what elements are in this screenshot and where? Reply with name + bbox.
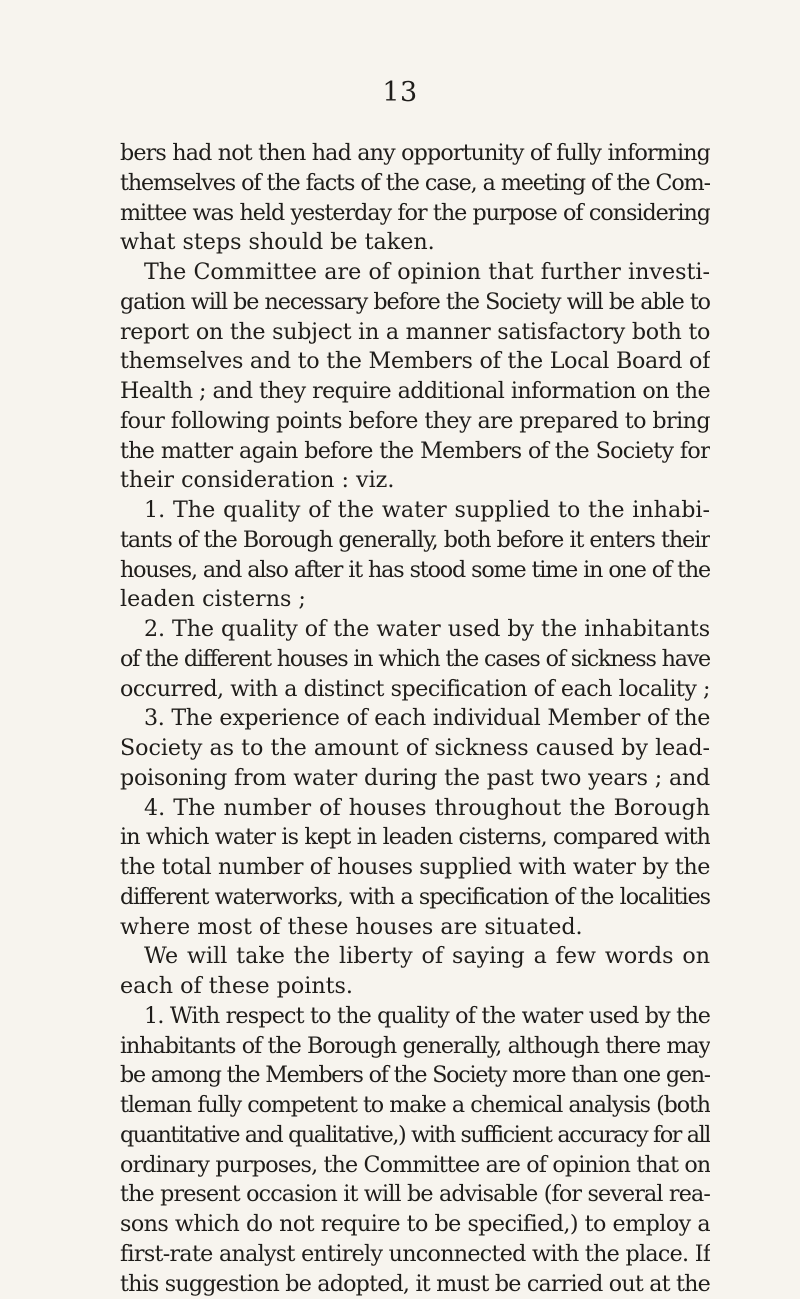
text-line: tleman fully competent to make a chemical analysis (both [120,1091,710,1121]
text-line: We will take the liberty of saying a few words on [120,942,710,972]
text-line: inhabitants of the Borough generally, although there may [120,1032,710,1062]
text-line: 4. The number of houses throughout the Borough [120,794,710,824]
text-line: of the different houses in which the cases of sickness have [120,645,710,675]
text-line: ordinary purposes, the Committee are of opinion that on [120,1151,710,1181]
text-line: themselves of the facts of the case, a meeting of the Com- [120,169,710,199]
text-line: each of these points. [120,972,710,1002]
text-line: 1. With respect to the quality of the water used by the [120,1002,710,1032]
text-line: houses, and also after it has stood some time in one of the [120,556,710,586]
text-line: what steps should be taken. [120,228,710,258]
text-line: first-rate analyst entirely unconnected with the place. If [120,1240,710,1270]
text-line: mittee was held yesterday for the purpose of considering [120,199,710,229]
text-line: 2. The quality of the water used by the inhabitants [120,615,710,645]
text-line: leaden cisterns ; [120,585,710,615]
page-number: 13 [0,78,800,108]
text-line: themselves and to the Members of the Local Board of [120,347,710,377]
text-line: the present occasion it will be advisable (for several rea- [120,1180,710,1210]
text-line: quantitative and qualitative,) with sufficient accuracy for all [120,1121,710,1151]
text-line: four following points before they are prepared to bring [120,407,710,437]
body-text [120,139,710,1299]
text-line: occurred, with a distinct specification of each locality ; [120,675,710,705]
text-line: 3. The experience of each individual Member of the [120,704,710,734]
text-line: tants of the Borough generally, both before it enters their [120,526,710,556]
text-line: Health ; and they require additional information on the [120,377,710,407]
text-line: report on the subject in a manner satisfactory both to [120,318,710,348]
text-line: 1. The quality of the water supplied to the inhabi- [120,496,710,526]
text-line: where most of these houses are situated. [120,913,710,943]
text-line: different waterworks, with a specification of the localities [120,883,710,913]
text-line: The Committee are of opinion that further investi- [120,258,710,288]
text-line: poisoning from water during the past two years ; and [120,764,710,794]
text-line: bers had not then had any opportunity of fully informing [120,139,710,169]
text-line: their consideration : viz. [120,466,710,496]
text-line: gation will be necessary before the Society will be able to [120,288,710,318]
text-line: this suggestion be adopted, it must be carried out at the [120,1270,710,1299]
text-line: the matter again before the Members of the Society for [120,437,710,467]
text-line: Society as to the amount of sickness caused by lead- [120,734,710,764]
text-line: in which water is kept in leaden cisterns, compared with [120,823,710,853]
text-line: sons which do not require to be specified,) to employ a [120,1210,710,1240]
text-line: be among the Members of the Society more than one gen- [120,1061,710,1091]
text-line: the total number of houses supplied with water by the [120,853,710,883]
